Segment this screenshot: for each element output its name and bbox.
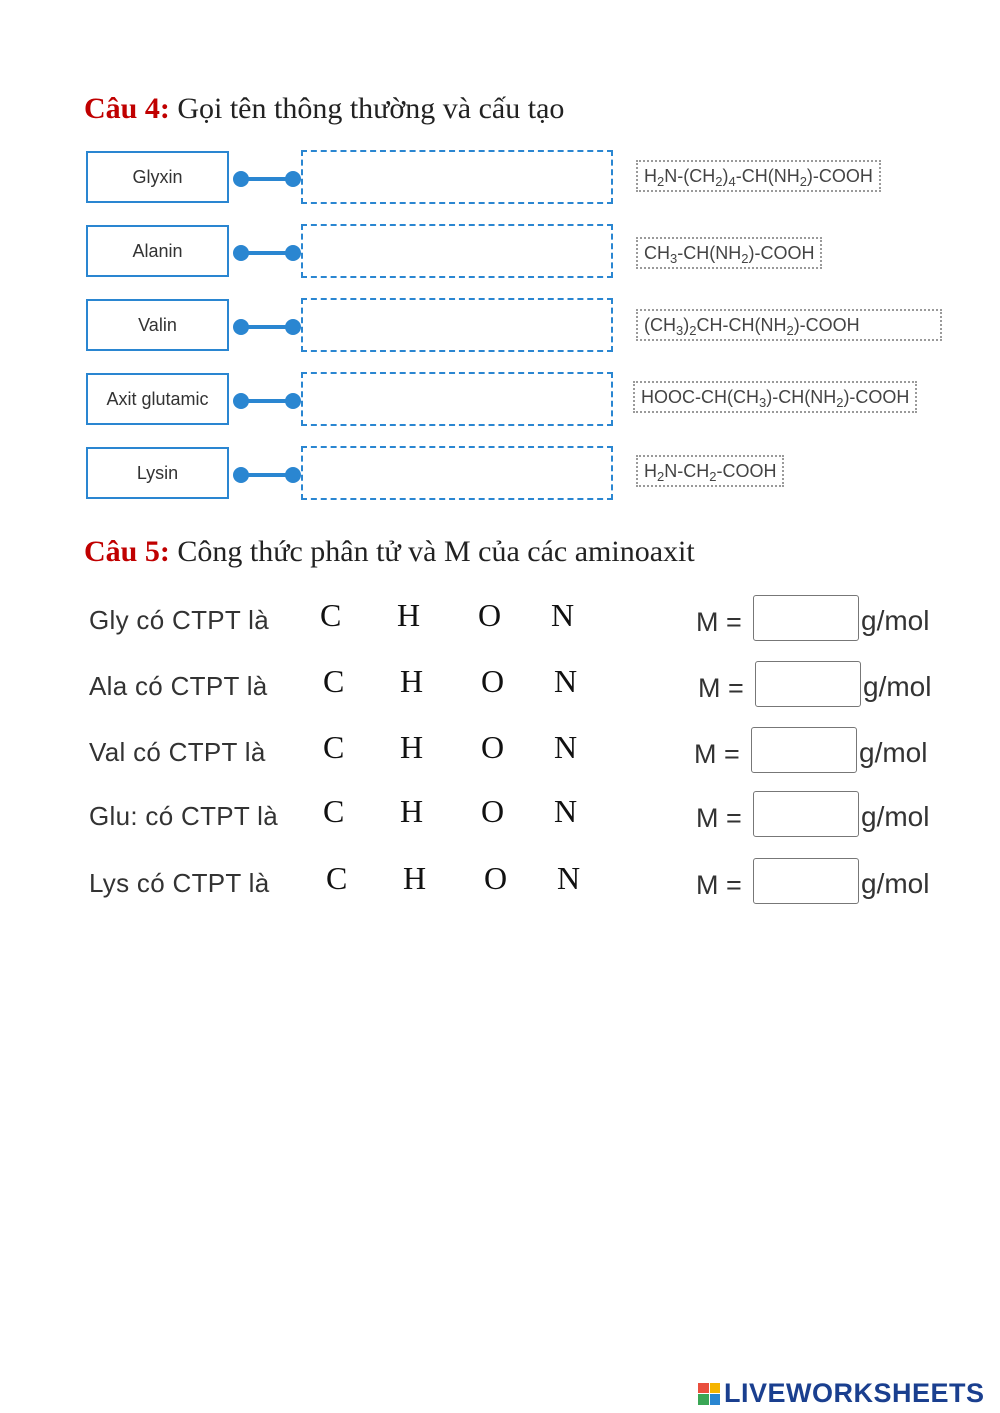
element-h: H — [400, 663, 424, 699]
formula-row-lys — [0, 856, 1000, 916]
element-c: C — [323, 663, 345, 699]
brand-name: LIVEWORKSHEETS — [724, 1378, 985, 1408]
name-label: Lysin — [136, 462, 179, 483]
name-label: Glyxin — [132, 166, 183, 187]
unit-label: g/mol — [861, 868, 930, 899]
name-label: Axit glutamic — [106, 388, 209, 409]
unit-label: g/mol — [863, 671, 932, 702]
connector[interactable] — [233, 171, 301, 187]
element-o: O — [481, 729, 505, 765]
formula-text: $H_2N-CH_2$-COOH — [644, 460, 777, 484]
molar-mass-input[interactable] — [753, 791, 859, 837]
answer-drop-box[interactable] — [301, 372, 613, 426]
connector[interactable] — [233, 319, 301, 335]
formula-row-glu — [0, 789, 1000, 849]
question-5-label: Câu 5: — [84, 535, 170, 568]
element-n: N — [554, 793, 578, 829]
formula-row-val — [0, 725, 1000, 785]
molar-mass-label: M = — [696, 803, 742, 833]
liveworksheets-logo-icon — [698, 1383, 720, 1405]
element-h: H — [403, 860, 427, 896]
amino-acid-label: Val có CTPT là — [89, 737, 266, 767]
element-c: C — [323, 793, 345, 829]
molar-mass-label: M = — [694, 739, 740, 769]
element-h: H — [397, 597, 421, 633]
name-box-glyxin[interactable] — [86, 151, 229, 203]
molar-mass-label: M = — [698, 673, 744, 703]
formula-row-gly — [0, 593, 1000, 653]
formula-card[interactable] — [636, 160, 881, 192]
connector[interactable] — [233, 245, 301, 261]
answer-drop-box[interactable] — [301, 224, 613, 278]
amino-acid-label: Ala có CTPT là — [89, 671, 268, 701]
answer-drop-box[interactable] — [301, 446, 613, 500]
molar-mass-input[interactable] — [755, 661, 861, 707]
amino-acid-label: Gly có CTPT là — [89, 605, 269, 635]
element-o: O — [484, 860, 508, 896]
molar-mass-label: M = — [696, 607, 742, 637]
element-n: N — [551, 597, 575, 633]
element-o: O — [478, 597, 502, 633]
name-box-alanin[interactable] — [86, 225, 229, 277]
element-c: C — [326, 860, 348, 896]
connector[interactable] — [233, 393, 301, 409]
formula-text: $H_2N-(CH_2)_4-CH(NH_2)$-COOH — [644, 165, 873, 189]
element-h: H — [400, 793, 424, 829]
name-box-valin[interactable] — [86, 299, 229, 351]
formula-card[interactable] — [636, 237, 822, 269]
formula-text: HOOC-$CH(CH_3)-CH(NH_2)$-COOH — [641, 386, 910, 410]
molar-mass-input[interactable] — [751, 727, 857, 773]
formula-card[interactable] — [633, 381, 917, 413]
amino-acid-label: Glu: có CTPT là — [89, 801, 278, 831]
question-5-title — [84, 535, 695, 569]
question-4-label: Câu 4: — [84, 92, 170, 125]
element-h: H — [400, 729, 424, 765]
question-5-text: Công thức phân tử và M của các aminoaxit — [169, 535, 695, 568]
element-n: N — [554, 663, 578, 699]
element-c: C — [320, 597, 342, 633]
name-box-axit-glutamic[interactable] — [86, 373, 229, 425]
element-c: C — [323, 729, 345, 765]
element-o: O — [481, 663, 505, 699]
element-n: N — [557, 860, 581, 896]
answer-drop-box[interactable] — [301, 298, 613, 352]
formula-text: $CH_3-CH(NH_2)$-COOH — [644, 242, 815, 266]
molar-mass-input[interactable] — [753, 858, 859, 904]
question-4-title — [84, 92, 564, 126]
unit-label: g/mol — [861, 605, 930, 636]
answer-drop-box[interactable] — [301, 150, 613, 204]
name-label: Alanin — [132, 240, 183, 261]
question-4-text: Gọi tên thông thường và cấu tạo — [169, 92, 565, 125]
unit-label: g/mol — [859, 737, 928, 768]
formula-text: $(CH_3)_2CH-CH(NH_2)$-COOH — [644, 314, 860, 338]
connector[interactable] — [233, 467, 301, 483]
formula-card[interactable] — [636, 455, 784, 487]
amino-acid-label: Lys có CTPT là — [89, 868, 270, 898]
liveworksheets-logo — [698, 1378, 985, 1409]
formula-row-ala — [0, 659, 1000, 719]
molar-mass-label: M = — [696, 870, 742, 900]
molar-mass-input[interactable] — [753, 595, 859, 641]
element-o: O — [481, 793, 505, 829]
element-n: N — [554, 729, 578, 765]
name-label: Valin — [138, 314, 177, 335]
formula-card[interactable] — [636, 309, 942, 341]
name-box-lysin[interactable] — [86, 447, 229, 499]
unit-label: g/mol — [861, 801, 930, 832]
